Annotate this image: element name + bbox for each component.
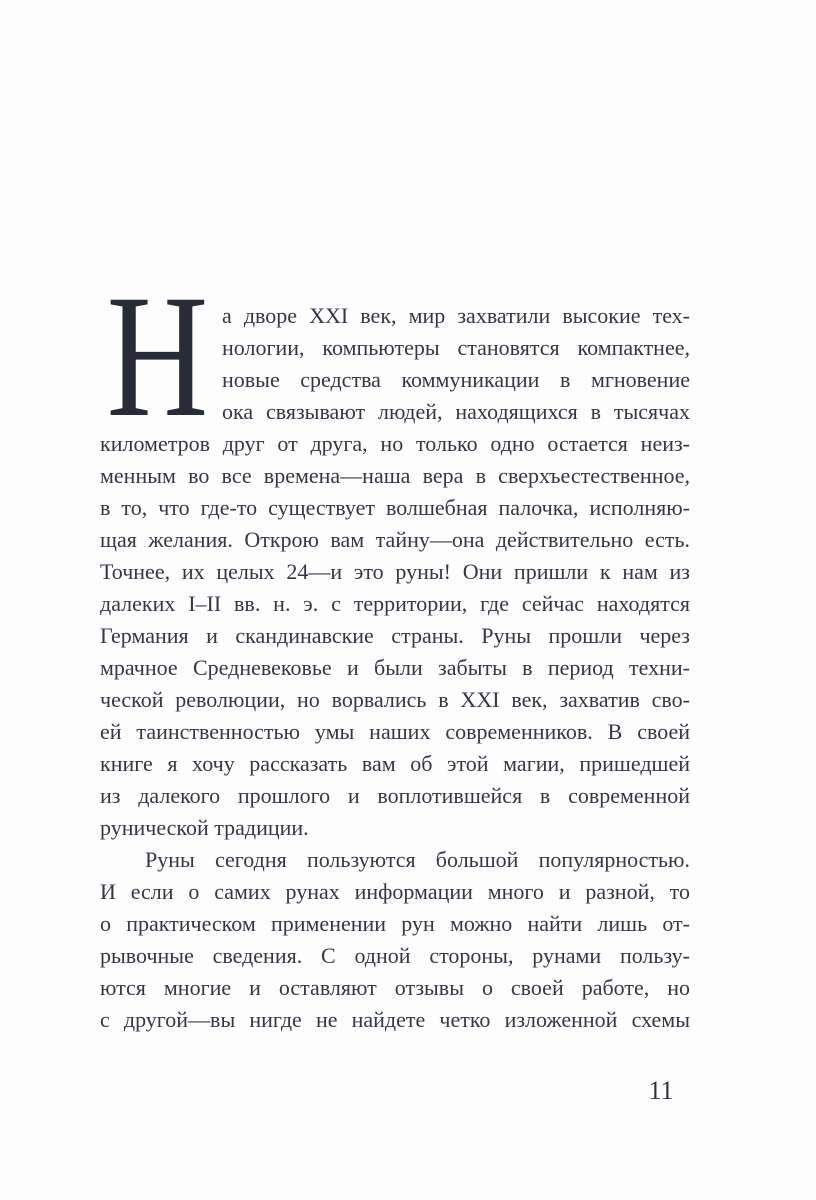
text-line: Точнее, их целых 24—и это руны! Они пришли к нам из (100, 559, 690, 584)
text-line: а дворе XXI век, мир захватили высокие тех- (222, 303, 690, 328)
text-line: нологии, компьютеры становятся компактнее, (222, 335, 690, 360)
text-line: с другой—вы нигде не найдете четко изложенной схемы (100, 1007, 690, 1032)
text-line: ческой революции, но ворвались в XXI век, захватив сво- (100, 687, 690, 712)
paragraph-1 (100, 257, 690, 844)
text-line: ются многие и оставляют отзывы о своей работе, но (100, 975, 690, 1000)
text-line: менным во все времена—наша вера в сверхъестественное, (100, 463, 690, 488)
text-line: из далекого прошлого и воплотившейся в современной (100, 783, 690, 808)
text-line: далеких I–II вв. н. э. с территории, где сейчас находятся (100, 591, 690, 616)
text-line: мрачное Средневековье и были забыты в период техни- (100, 655, 690, 680)
drop-cap-letter: Н (106, 257, 209, 454)
text-line: ока связывают людей, находящихся в тысячах (222, 399, 690, 424)
text-line: Германия и скандинавские страны. Руны прошли через (100, 623, 690, 648)
text-line: ей таинственностью умы наших современников. В своей (100, 719, 690, 744)
text-line: И если о самих рунах информации много и разной, то (100, 879, 690, 904)
text-line: рывочные сведения. С одной стороны, рунами пользу- (100, 943, 690, 968)
text-line: километров друг от друга, но только одно остается неиз- (100, 431, 690, 456)
text-line: о практическом применении рун можно найти лишь от- (100, 911, 690, 936)
text-line: рунической традиции. (100, 815, 309, 840)
body-text (100, 257, 690, 1036)
text-line: Руны сегодня пользуются большой популярностью. (145, 847, 690, 872)
paragraph-2 (100, 844, 690, 1036)
text-line: щая желания. Открою вам тайну—она действительно есть. (100, 527, 690, 552)
text-line: новые средства коммуникации в мгновение (222, 367, 690, 392)
text-line: книге я хочу рассказать вам об этой магии, пришедшей (100, 751, 690, 776)
text-line: в то, что где-то существует волшебная палочка, исполняю- (100, 495, 690, 520)
page-number: 11 (648, 1076, 674, 1105)
